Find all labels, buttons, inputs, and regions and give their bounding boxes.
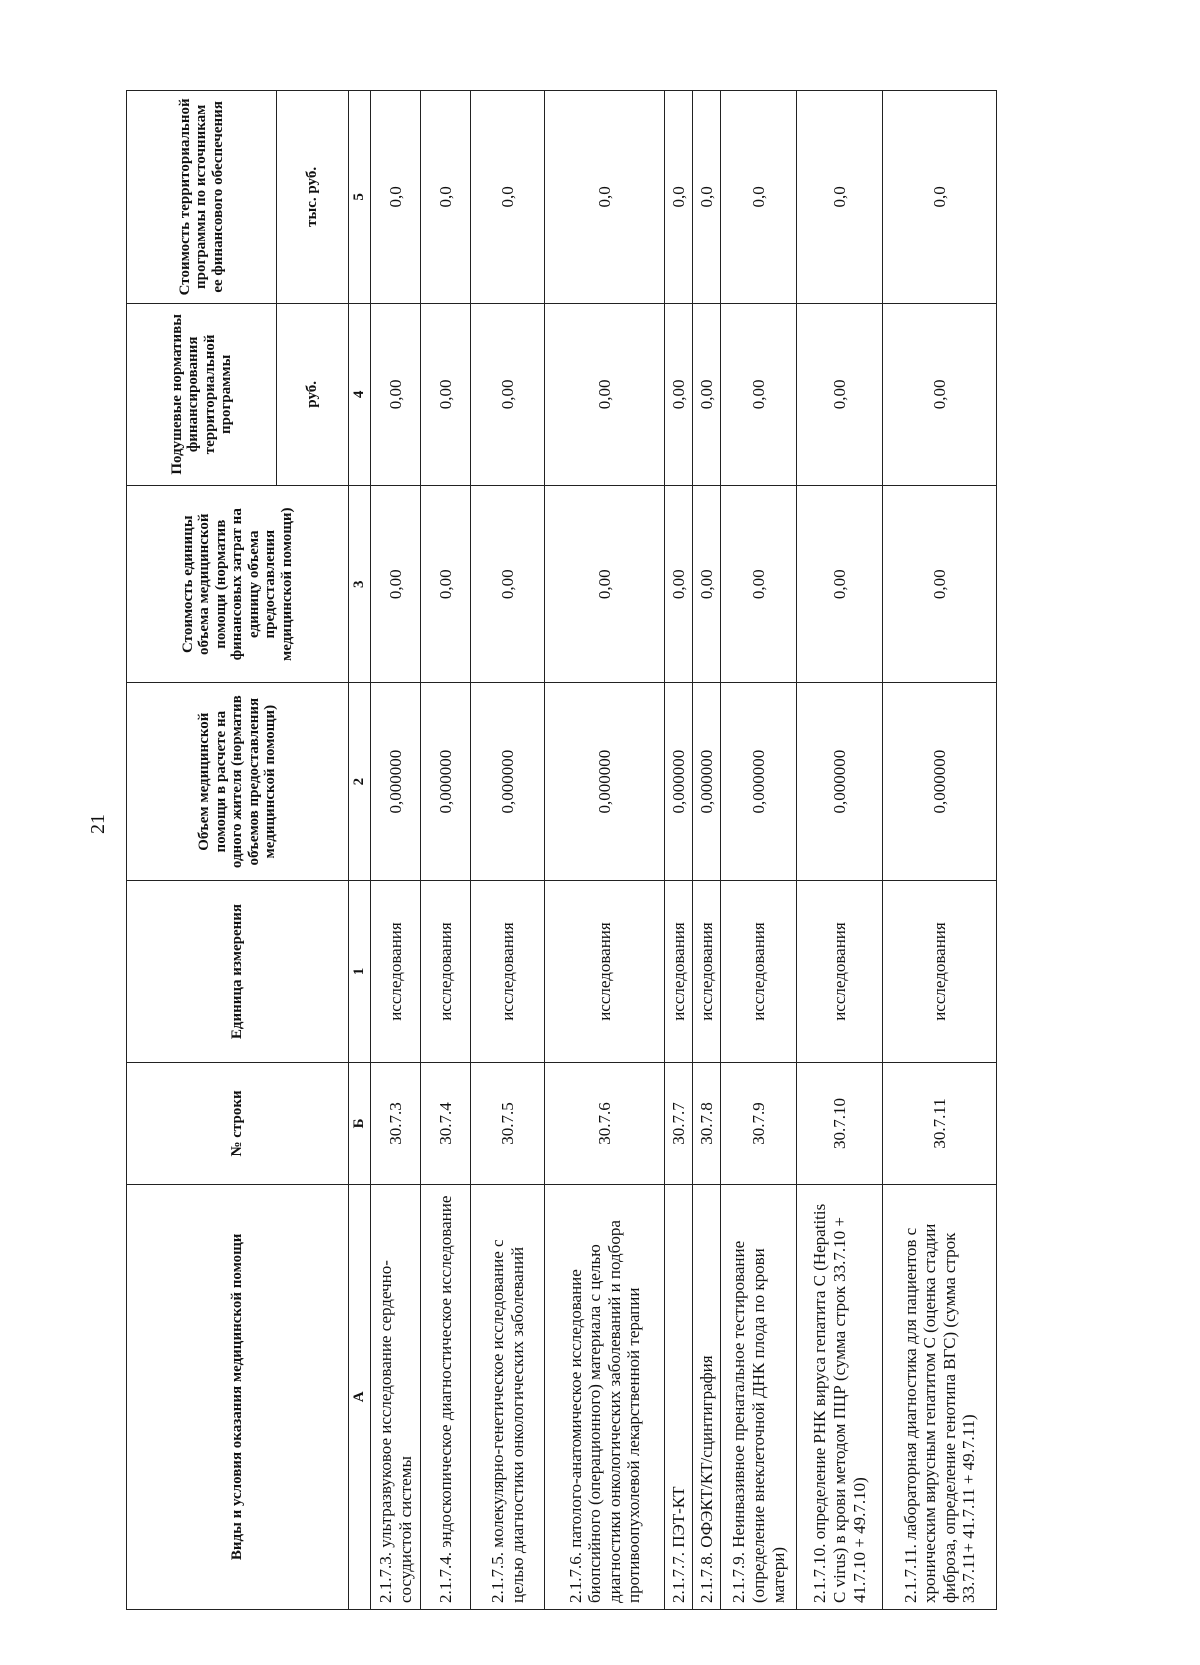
row-line: 30.7.10 [797, 1063, 883, 1185]
row-name: 2.1.7.9. Неинвазивное пренатальное тестирование (определение внеклеточной ДНК плода по крови матери) [721, 1184, 797, 1609]
row-total: 0,0 [421, 91, 471, 304]
row-total: 0,0 [797, 91, 883, 304]
row-total: 0,0 [545, 91, 665, 304]
header-unit-cost: Стоимость единицы объема медицинской помощи (норматив финансовых затрат на единицу объема предоставления медицинской помощи) [127, 485, 349, 682]
row-unit-cost: 0,00 [545, 485, 665, 682]
table-row [471, 91, 545, 1610]
row-line: 30.7.3 [371, 1063, 421, 1185]
unit-rub: руб. [277, 303, 349, 485]
row-unit: исследования [545, 880, 665, 1062]
row-volume: 0,000000 [665, 683, 693, 880]
row-volume: 0,000000 [421, 683, 471, 880]
row-volume: 0,000000 [883, 683, 997, 880]
row-line: 30.7.9 [721, 1063, 797, 1185]
row-unit-cost: 0,00 [883, 485, 997, 682]
row-unit-cost: 0,00 [471, 485, 545, 682]
table-row [665, 91, 693, 1610]
row-unit: исследования [721, 880, 797, 1062]
row-per-capita: 0,00 [421, 303, 471, 485]
row-unit: исследования [665, 880, 693, 1062]
row-unit: исследования [883, 880, 997, 1062]
row-volume: 0,000000 [371, 683, 421, 880]
row-line: 30.7.4 [421, 1063, 471, 1185]
row-unit: исследования [471, 880, 545, 1062]
row-volume: 0,000000 [471, 683, 545, 880]
table-row [693, 91, 721, 1610]
row-volume: 0,000000 [797, 683, 883, 880]
row-name: 2.1.7.11. лабораторная диагностика для пациентов с хроническим вирусным гепатитом C (оценка стадии фиброза, определение генотипа ВГС) (сумма строк 33.7.11+ 41.7.11 + 49.7.11) [883, 1184, 997, 1609]
row-per-capita: 0,00 [721, 303, 797, 485]
table-row [545, 91, 665, 1610]
row-total: 0,0 [693, 91, 721, 304]
row-unit-cost: 0,00 [421, 485, 471, 682]
row-total: 0,0 [883, 91, 997, 304]
col-num: Б [349, 1063, 371, 1185]
col-num: 1 [349, 880, 371, 1062]
row-volume: 0,000000 [693, 683, 721, 880]
row-volume: 0,000000 [545, 683, 665, 880]
row-unit-cost: 0,00 [721, 485, 797, 682]
header-program-cost: Стоимость территориальной программы по источникам ее финансового обеспечения [127, 91, 277, 304]
header-line-number: № строки [127, 1063, 349, 1185]
col-num: 2 [349, 683, 371, 880]
row-total: 0,0 [665, 91, 693, 304]
row-unit-cost: 0,00 [693, 485, 721, 682]
row-unit-cost: 0,00 [371, 485, 421, 682]
row-name: 2.1.7.7. ПЭТ-КТ [665, 1184, 693, 1609]
row-unit-cost: 0,00 [665, 485, 693, 682]
header-unit: Единица измерения [127, 880, 349, 1062]
row-name: 2.1.7.6. патолого-анатомическое исследование биопсийного (операционного) материала с целью диагностики онкологических заболеваний и подбора противоопухолевой лекарственной терапии [545, 1184, 665, 1609]
row-line: 30.7.11 [883, 1063, 997, 1185]
unit-thousand-rub: тыс. руб. [277, 91, 349, 304]
row-total: 0,0 [721, 91, 797, 304]
row-unit: исследования [371, 880, 421, 1062]
table-row [883, 91, 997, 1610]
row-line: 30.7.6 [545, 1063, 665, 1185]
row-name: 2.1.7.8. ОФЭКТ/КТ/сцинтиграфия [693, 1184, 721, 1609]
header-per-capita: Подушевые нормативы финансирования территориальной программы [127, 303, 277, 485]
row-unit-cost: 0,00 [797, 485, 883, 682]
row-per-capita: 0,00 [545, 303, 665, 485]
table-row [797, 91, 883, 1610]
row-volume: 0,000000 [721, 683, 797, 880]
row-line: 30.7.7 [665, 1063, 693, 1185]
financing-table [126, 90, 997, 1610]
table-row [371, 91, 421, 1610]
row-line: 30.7.5 [471, 1063, 545, 1185]
header-kind: Виды и условия оказания медицинской помощи [127, 1184, 349, 1609]
rotated-table-wrapper [126, 90, 979, 1610]
row-unit: исследования [693, 880, 721, 1062]
header-row [127, 91, 277, 1610]
table-row [421, 91, 471, 1610]
row-per-capita: 0,00 [797, 303, 883, 485]
row-name: 2.1.7.4. эндоскопическое диагностическое исследование [421, 1184, 471, 1609]
row-per-capita: 0,00 [883, 303, 997, 485]
row-total: 0,0 [371, 91, 421, 304]
row-per-capita: 0,00 [693, 303, 721, 485]
col-num: 4 [349, 303, 371, 485]
row-per-capita: 0,00 [471, 303, 545, 485]
column-numbers-row [349, 91, 371, 1610]
row-per-capita: 0,00 [665, 303, 693, 485]
col-num: 5 [349, 91, 371, 304]
row-name: 2.1.7.5. молекулярно-генетическое исследование с целью диагностики онкологических заболеваний [471, 1184, 545, 1609]
table-row [721, 91, 797, 1610]
header-volume: Объем медицинской помощи в расчете на одного жителя (норматив объемов предоставления медицинской помощи) [127, 683, 349, 880]
row-total: 0,0 [471, 91, 545, 304]
row-unit: исследования [421, 880, 471, 1062]
row-unit: исследования [797, 880, 883, 1062]
row-name: 2.1.7.3. ультразвуковое исследование сердечно-сосудистой системы [371, 1184, 421, 1609]
row-line: 30.7.8 [693, 1063, 721, 1185]
row-per-capita: 0,00 [371, 303, 421, 485]
col-num: А [349, 1184, 371, 1609]
row-name: 2.1.7.10. определение РНК вируса гепатита C (Hepatitis C virus) в крови методом ПЦР (сумма строк 33.7.10 + 41.7.10 + 49.7.10) [797, 1184, 883, 1609]
col-num: 3 [349, 485, 371, 682]
page-number: 21 [87, 814, 109, 834]
